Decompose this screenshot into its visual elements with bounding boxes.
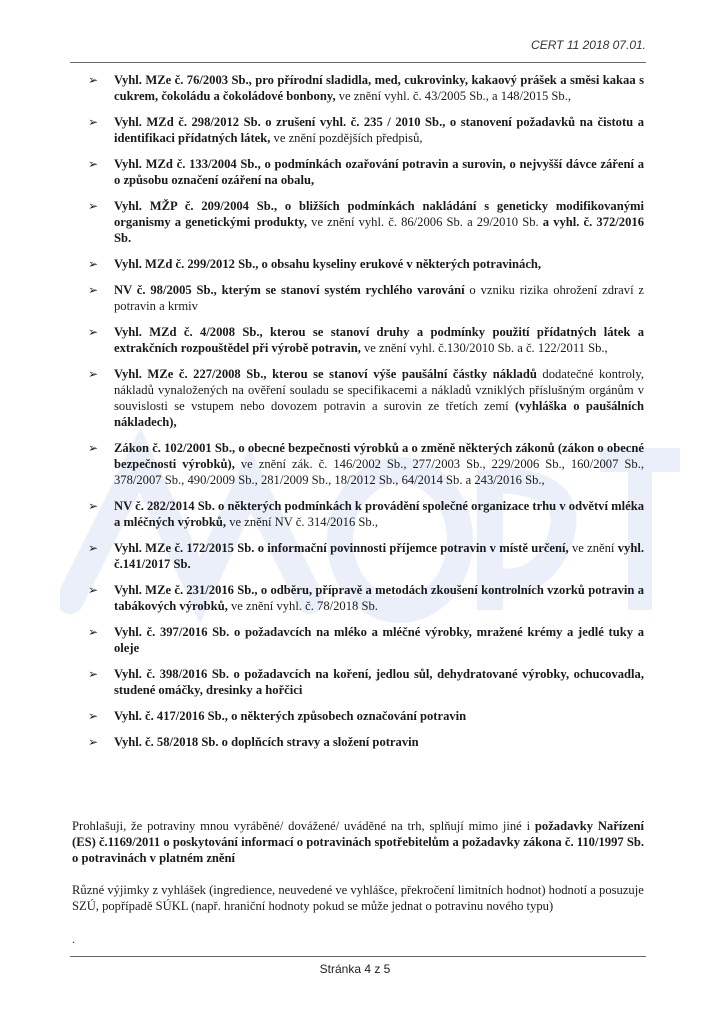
regulation-amendment-bold: (vyhláška o paušálních nákladech), bbox=[114, 399, 644, 429]
list-item bbox=[84, 366, 644, 430]
arrow-bullet-icon: ➢ bbox=[88, 499, 99, 513]
arrow-bullet-icon: ➢ bbox=[88, 257, 99, 271]
arrow-bullet-icon: ➢ bbox=[88, 667, 99, 681]
arrow-bullet-icon: ➢ bbox=[88, 709, 99, 723]
regulation-title: Vyhl. MZe č. 76/2003 Sb., pro přírodní sladidla, med, cukrovinky, kakaový prášek a směsi kakaa s cukrem, čokoládu a čokoládové bonbony, bbox=[114, 73, 644, 103]
list-item bbox=[84, 198, 644, 246]
regulation-title: Vyhl. č. 58/2018 Sb. o doplňcích stravy a složení potravin bbox=[114, 735, 419, 749]
regulation-title: Vyhl. č. 397/2016 Sb. o požadavcích na mléko a mléčné výrobky, mražené krémy a jedlé tuky a oleje bbox=[114, 625, 644, 655]
header-divider bbox=[70, 62, 646, 63]
list-item bbox=[84, 498, 644, 530]
regulation-amendments: ve znění vyhl. č.130/2010 Sb. a č. 122/2011 Sb., bbox=[360, 341, 608, 355]
regulation-amendments: ve znění vyhl. č. 86/2006 Sb. a 29/2010 Sb. bbox=[307, 215, 539, 229]
list-item bbox=[84, 540, 644, 572]
list-item bbox=[84, 256, 644, 272]
regulation-amendment-bold: vyhl. č.141/2017 Sb. bbox=[114, 541, 644, 571]
list-item bbox=[84, 282, 644, 314]
exceptions-paragraph: Různé výjimky z vyhlášek (ingredience, neuvedené ve vyhlášce, překročení limitních hodnot) hodnotí a posuzuje SZÚ, popřípadě SÚKL (např. hraniční hodnoty pokud se může jednat o potravinu nového typu) bbox=[72, 883, 644, 913]
arrow-bullet-icon: ➢ bbox=[88, 115, 99, 129]
arrow-bullet-icon: ➢ bbox=[88, 199, 99, 213]
arrow-bullet-icon: ➢ bbox=[88, 735, 99, 749]
regulation-list bbox=[84, 72, 644, 760]
footer-divider bbox=[70, 956, 646, 957]
list-item bbox=[84, 72, 644, 104]
list-item bbox=[84, 582, 644, 614]
regulation-amendments: ve znění vyhl. č. 78/2018 Sb. bbox=[227, 599, 378, 613]
list-item bbox=[84, 156, 644, 188]
regulation-title: Vyhl. MZe č. 227/2008 Sb., kterou se stanoví výše paušální částky nákladů bbox=[114, 367, 537, 381]
arrow-bullet-icon: ➢ bbox=[88, 325, 99, 339]
regulation-amendments: ve znění NV č. 314/2016 Sb., bbox=[226, 515, 379, 529]
regulation-amendment-bold: a vyhl. č. 372/2016 Sb. bbox=[114, 215, 644, 245]
regulation-amendments: ve znění zák. č. 146/2002 Sb., 277/2003 Sb., 229/2006 Sb., 160/2007 Sb., 378/2007 Sb., 490/2009 Sb., 281/2009 Sb., 18/2012 Sb., 64/2014 Sb. a 243/2016 Sb., bbox=[114, 457, 644, 487]
arrow-bullet-icon: ➢ bbox=[88, 367, 99, 381]
arrow-bullet-icon: ➢ bbox=[88, 583, 99, 597]
regulation-amendments: ve znění vyhl. č. 43/2005 Sb., a 148/2015 Sb., bbox=[335, 89, 572, 103]
stray-mark: . bbox=[72, 932, 75, 946]
list-item bbox=[84, 734, 644, 750]
regulation-title: Vyhl. č. 417/2016 Sb., o některých způsobech označování potravin bbox=[114, 709, 467, 723]
list-item bbox=[84, 708, 644, 724]
arrow-bullet-icon: ➢ bbox=[88, 283, 99, 297]
regulation-title: Vyhl. č. 398/2016 Sb. o požadavcích na koření, jedlou sůl, dehydratované výrobky, ochucovadla, studené omáčky, dresinky a hořčici bbox=[114, 667, 644, 697]
regulation-title: Vyhl. MZd č. 133/2004 Sb., o podmínkách ozařování potravin a surovin, o nejvyšší dávce záření a o způsobu označení ozáření na obalu, bbox=[114, 157, 644, 187]
list-item bbox=[84, 666, 644, 698]
declaration-lead: Prohlašuji, že potraviny mnou vyráběné/ dovážené/ uváděné na trh, splňují mimo jiné i bbox=[72, 819, 535, 833]
list-item bbox=[84, 324, 644, 356]
compliance-declaration bbox=[72, 818, 644, 866]
arrow-bullet-icon: ➢ bbox=[88, 157, 99, 171]
regulation-title: Vyhl. MŽP č. 209/2004 Sb., o bližších podmínkách nakládání s geneticky modifikovanými organismy a genetickými produkty, bbox=[114, 199, 644, 229]
list-item bbox=[84, 114, 644, 146]
arrow-bullet-icon: ➢ bbox=[88, 73, 99, 87]
regulation-title: Vyhl. MZd č. 4/2008 Sb., kterou se stanoví druhy a podmínky použití přídatných látek a extrakčních rozpouštědel při výrobě potravin, bbox=[114, 325, 644, 355]
regulation-title: Vyhl. MZd č. 299/2012 Sb., o obsahu kyseliny erukové v některých potravinách, bbox=[114, 257, 542, 271]
regulation-title: NV č. 282/2014 Sb. o některých podmínkách k provádění společné organizace trhu v odvětví mléka a mléčných výrobků, bbox=[114, 499, 644, 529]
regulation-amendments: o vzniku rizika ohrožení zdraví z potravin a krmiv bbox=[114, 283, 644, 313]
regulation-title: Vyhl. MZd č. 298/2012 Sb. o zrušení vyhl. č. 235 / 2010 Sb., o stanovení požadavků na čistotu a identifikaci přídatných látek, bbox=[114, 115, 644, 145]
regulation-amendments: ve znění bbox=[568, 541, 615, 555]
arrow-bullet-icon: ➢ bbox=[88, 441, 99, 455]
regulation-title: NV č. 98/2005 Sb., kterým se stanoví systém rychlého varování bbox=[114, 283, 465, 297]
regulation-title: Vyhl. MZe č. 231/2016 Sb., o odběru, přípravě a metodách zkoušení kontrolních vzorků potravin a tabákových výrobků, bbox=[114, 583, 644, 613]
page-number: Stránka 4 z 5 bbox=[319, 962, 391, 976]
arrow-bullet-icon: ➢ bbox=[88, 541, 99, 555]
declaration-requirements: požadavky Nařízení (ES) č.1169/2011 o poskytování informací o potravinách spotřebitelům a požadavky zákona č. 110/1997 Sb. o potravinách v platném znění bbox=[72, 819, 644, 865]
arrow-bullet-icon: ➢ bbox=[88, 625, 99, 639]
list-item bbox=[84, 624, 644, 656]
list-item bbox=[84, 440, 644, 488]
regulation-amendments: dodatečné kontroly, nákladů vynaložených na ověření souladu se specifikacemi a nákladů vzniklých příslušným orgánům v souvislosti se vstupem nebo dovozem potravin a surovin ze třetích zemí bbox=[114, 367, 644, 413]
regulation-title: Vyhl. MZe č. 172/2015 Sb. o informační povinnosti příjemce potravin v místě určení, bbox=[114, 541, 569, 555]
regulation-title: Zákon č. 102/2001 Sb., o obecné bezpečnosti výrobků a o změně některých zákonů (zákon o obecné bezpečnosti výrobků), bbox=[114, 441, 644, 471]
regulation-amendments: ve znění pozdějších předpisů, bbox=[270, 131, 423, 145]
document-reference: CERT 11 2018 07.01. bbox=[531, 38, 646, 52]
